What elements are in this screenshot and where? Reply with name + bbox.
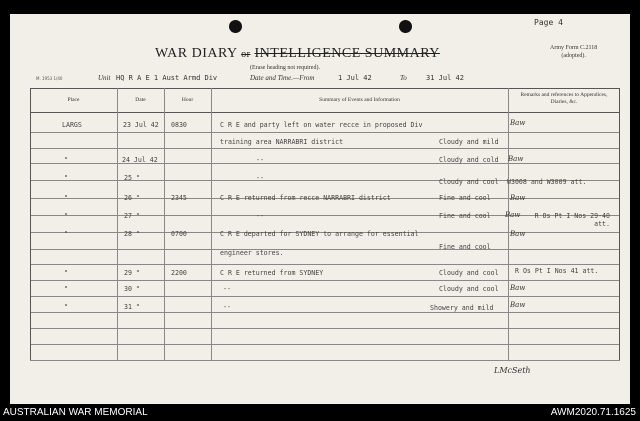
title-subtitle: (Erase heading not required).: [250, 65, 320, 71]
cell-summary: --: [256, 212, 264, 220]
cell-weather: Cloudy and cool: [439, 285, 499, 293]
row-rule: [30, 312, 620, 313]
col-header-date: Date: [135, 97, 146, 103]
form-adopted: (adopted).: [561, 53, 586, 59]
table-top-rule: [30, 88, 620, 89]
cell-remarks: R Os Pt I Nos 29-40 att.: [534, 212, 610, 228]
to-date: 31 Jul 42: [426, 74, 464, 82]
page-number: Page 4: [534, 18, 563, 27]
cell-summary: C R E returned from recce NARRABRI district: [220, 194, 391, 202]
initials: Baw: [510, 119, 526, 127]
punch-hole: [229, 20, 242, 33]
row-rule: [30, 264, 620, 265]
cell-summary: engineer stores.: [220, 249, 284, 257]
punch-hole: [399, 20, 412, 33]
cell-date: 29 ": [124, 269, 140, 277]
unit-value: HQ R A E 1 Aust Armd Div: [116, 74, 218, 82]
col-header-place: Place: [67, 97, 80, 103]
col-header-remarks: Remarks and references to Appendices, Diaries, &c.: [520, 92, 608, 105]
col-rule: [619, 88, 620, 360]
cell-hour: 0700: [171, 230, 187, 238]
cell-date: 23 Jul 42: [123, 121, 159, 129]
unit-label: Unit: [98, 74, 111, 82]
row-rule: [30, 328, 620, 329]
row-rule: [30, 148, 620, 149]
cell-summary: --: [223, 303, 231, 311]
archive-credit: AUSTRALIAN WAR MEMORIAL: [3, 407, 148, 418]
initials: Baw: [505, 211, 521, 219]
signature: LMcSeth: [494, 366, 531, 375]
row-rule: [30, 249, 620, 250]
cell-place: ": [64, 285, 68, 293]
cell-weather: Cloudy and cold: [439, 156, 499, 164]
cell-summary: C R E departed for SYDNEY to arrange for essential: [220, 230, 419, 238]
title-or: or: [241, 49, 251, 60]
cell-place: ": [64, 230, 68, 238]
col-header-hour: Hour: [181, 97, 194, 103]
cell-place: ": [64, 212, 68, 220]
from-date: 1 Jul 42: [338, 74, 372, 82]
col-rule: [211, 88, 212, 360]
cell-hour: 2345: [171, 194, 187, 202]
row-rule: [30, 163, 620, 164]
cell-summary: C R E and party left on water recce in proposed Div: [220, 121, 423, 129]
cell-summary: --: [256, 174, 264, 182]
cell-date: 31 ": [124, 303, 140, 311]
cell-place: ": [64, 269, 68, 277]
cell-weather: Cloudy and mild: [439, 138, 499, 146]
col-header-summary: Summary of Events and Information: [319, 97, 400, 103]
cell-place: ": [64, 303, 68, 311]
cell-date: 24 Jul 42: [122, 156, 158, 164]
cell-hour: 0830: [171, 121, 187, 129]
cell-date: 26 ": [124, 194, 140, 202]
cell-date: 30 ": [124, 285, 140, 293]
date-label: Date and Time.—From: [250, 74, 315, 82]
cell-summary: C R E returned from SYDNEY: [220, 269, 324, 277]
cell-remarks: W3008 and W3009 att.: [507, 178, 587, 186]
cell-weather: Showery and mild: [430, 304, 494, 312]
col-rule: [117, 88, 118, 360]
cell-weather: Fine and cool: [439, 194, 491, 202]
print-code: M. 1953 1/40: [36, 76, 63, 81]
col-rule: [508, 88, 509, 360]
initials: Baw: [510, 301, 526, 309]
form-number: Army Form C.2118: [550, 45, 598, 51]
cell-place: ": [64, 194, 68, 202]
initials: Baw: [508, 155, 524, 163]
cell-remarks: R Os Pt I Nos 41 att.: [515, 267, 599, 275]
row-rule: [30, 132, 620, 133]
initials: Baw: [510, 230, 526, 238]
cell-weather: Fine and cool: [439, 243, 491, 251]
cell-hour: 2200: [171, 269, 187, 277]
cell-weather: Cloudy and cool: [439, 269, 499, 277]
cell-place: ": [64, 174, 68, 182]
title-war-diary: WAR DIARY: [155, 46, 238, 61]
archive-reference: AWM2020.71.1625: [550, 407, 636, 418]
row-rule: [30, 360, 620, 361]
cell-date: 27 ": [124, 212, 140, 220]
initials: Baw: [510, 194, 526, 202]
diary-page: [10, 14, 630, 404]
cell-place: ": [64, 156, 68, 164]
row-rule: [30, 280, 620, 281]
cell-weather: Fine and cool: [439, 212, 491, 220]
cell-date: 28 ": [124, 230, 140, 238]
cell-summary: --: [223, 285, 231, 293]
table-header-rule: [30, 112, 620, 113]
to-label: To: [400, 74, 407, 82]
cell-place: LARGS: [62, 121, 82, 129]
cell-summary: --: [256, 156, 264, 164]
form-reference: [550, 44, 597, 60]
initials: Baw: [510, 284, 526, 292]
title-intelligence-summary: INTELLIGENCE SUMMARY: [254, 46, 440, 61]
row-rule: [30, 344, 620, 345]
row-rule: [30, 296, 620, 297]
cell-summary: training area NARRABRI district: [220, 138, 344, 146]
cell-weather: Cloudy and cool: [439, 178, 499, 186]
page-title: [155, 46, 440, 62]
col-rule: [164, 88, 165, 360]
col-rule: [30, 88, 31, 360]
cell-date: 25 ": [124, 174, 140, 182]
